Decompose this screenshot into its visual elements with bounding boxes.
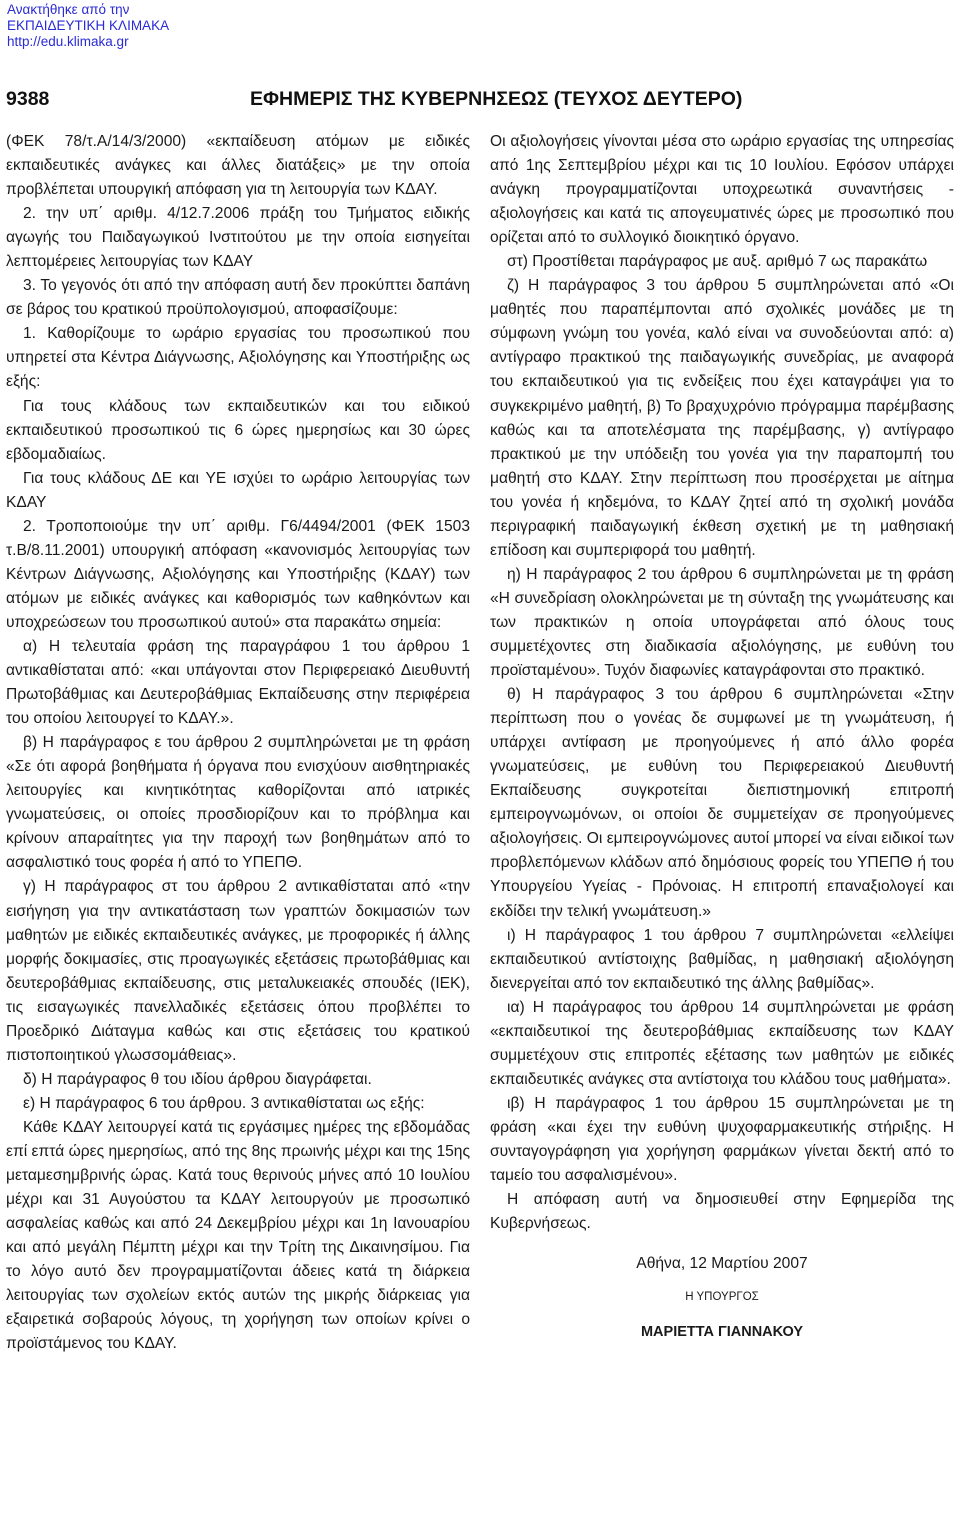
right-column [490, 130, 954, 1344]
paragraph: δ) Η παράγραφος θ του ιδίου άρθρου διαγράφεται. [23, 1070, 372, 1088]
paragraph: 3. Το γεγονός ότι από την απόφαση αυτή δεν προκύπτει δαπάνη σε βάρος του κρατικού προϋπολογισμού, αποφασίζουμε: [6, 277, 470, 319]
paragraph: ι) Η παράγραφος 1 του άρθρου 7 συμπληρώνεται «ελλείψει εκπαιδευτικού αντίστοιχης βαθμίδας, η μαθησιακή αξιολόγηση διενεργείται από τον εκπαιδευτικό της άλλης βαθμίδας». [490, 926, 954, 992]
paragraph: ιβ) Η παράγραφος 1 του άρθρου 15 συμπληρώνεται με τη φράση «και έχει την ευθύνη ψυχοφαρμακευτικής στήριξης. Η συνταγογράφηση για χορήγηση φαρμάκων γίνεται δεκτή από το ταμείο του ασφαλισμένου». [490, 1094, 954, 1185]
source-watermark [7, 2, 169, 50]
paragraph: στ) Προστίθεται παράγραφος με αυξ. αριθμό 7 ως παρακάτω [507, 253, 928, 271]
paragraph: Για τους κλάδους ΔΕ και ΥΕ ισχύει το ωράριο λειτουργίας των ΚΔΑΥ [6, 469, 470, 511]
paragraph: Για τους κλάδους των εκπαιδευτικών και του ειδικού εκπαιδευτικού προσωπικού τις 6 ώρες ημερησίως και 30 ώρες εβδομαδιαίως. [6, 397, 470, 463]
paragraph: Οι αξιολογήσεις γίνονται μέσα στο ωράριο εργασίας της υπηρεσίας από 1ης Σεπτεμβρίου μέχρι και τις 10 Ιουλίου. Εφόσον υπάρχει ανάγκη προγραμματίζονται υποχρεωτικά συναντήσεις - αξιολογήσεις και κατά τις απογευματινές ώρες με προσωπικό που ορίζεται από το συλλογικό διοικητικό όργανο. [490, 133, 954, 247]
watermark-line-2: ΕΚΠΑΙΔΕΥΤΙΚΗ ΚΛΙΜΑΚΑ [7, 18, 170, 33]
gazette-title: ΕΦΗΜΕΡΙΣ ΤΗΣ ΚΥΒΕΡΝΗΣΕΩΣ (ΤΕΥΧΟΣ ΔΕΥΤΕΡΟ) [250, 88, 743, 110]
paragraph: 2. την υπ΄ αριθμ. 4/12.7.2006 πράξη του Τμήματος ειδικής αγωγής του Παιδαγωγικού Ινστιτούτου με την οποία εισηγείται λεπτομέρειες λειτουργίας των ΚΔΑΥ [6, 205, 470, 271]
signature-role: Η ΥΠΟΥΡΓΟΣ [685, 1291, 759, 1304]
paragraph: ε) Η παράγραφος 6 του άρθρου. 3 αντικαθίσταται ως εξής: [23, 1094, 425, 1112]
paragraph: η) Η παράγραφος 2 του άρθρου 6 συμπληρώνεται με τη φράση «Η συνεδρίαση ολοκληρώνεται με τη σύνταξη της γνωμάτευσης και των πρακτικών η οποία υπογράφεται από όλους τους συμμετέχοντες στη διαδικασία αξιολόγησης, με ευθύνη του προϊσταμένου». Τυχόν διαφωνίες καταγράφονται στο πρακτικό. [490, 565, 954, 680]
watermark-line-1: Ανακτήθηκε από την [7, 2, 130, 17]
paragraph: ζ) Η παράγραφος 3 του άρθρου 5 συμπληρώνεται από «Οι μαθητές που παραπέμπονται από σχολικές μονάδες με τη σύμφωνη γνώμη του γονέα, καλό είναι να συνοδεύονται από: α) αντίγραφο πρακτικού της παιδαγωγικής συνεδρίας, με αναφορά του εκπαιδευτικού για τις ενδείξεις που έχει καταγράψει για το συγκεκριμένο μαθητή, β) Το βραχυχρόνιο πρόγραμμα παρέμβασης καθώς και τα αποτελέσματα της παρέμβασης, γ) αντίγραφο πρακτικού με την υπόδειξη του γονέα για την παραπομπή του μαθητή στο ΚΔΑΥ. Στην περίπτωση που προσέρχεται με αίτημα του γονέα ή κηδεμόνα, το ΚΔΑΥ ζητεί από τη σχολική μονάδα περιγραφική παιδαγωγική έκθεση σχετική με τη μαθησιακή επίδοση και συμπεριφορά του μαθητή. [490, 277, 954, 559]
paragraph: θ) Η παράγραφος 3 του άρθρου 6 συμπληρώνεται «Στην περίπτωση που ο γονέας δε συμφωνεί με τη γνωμάτευση, ή υπάρχει αντίφαση με προηγούμενες ή από άλλο φορέα γνωματεύσεις, με ευθύνη του Περιφερειακού Διευθυντή Εκπαίδευσης συγκροτείται διεπιστημονική επιτροπή εμπειρογνωμόνων, οι οποίοι δε συμμετείχαν σε προηγούμενες αξιολογήσεις. Οι εμπειρογνώμονες αυτοί μπορεί να είναι ειδικοί των προβλεπόμενων κλάδων από δημόσιους φορείς του ΥΠΕΠΘ ή του Υπουργείου Υγείας - Πρόνοιας. Η επιτροπή επαναξιολογεί και εκδίδει την τελική γνωμάτευση.» [490, 686, 954, 920]
paragraph: Η απόφαση αυτή να δημοσιευθεί στην Εφημερίδα της Κυβερνήσεως. [490, 1191, 954, 1233]
paragraph: γ) Η παράγραφος στ του άρθρου 2 αντικαθίσταται από «την εισήγηση για την αντικατάσταση των γραπτών δοκιμασιών των μαθητών με ειδικές εκπαιδευτικές ανάγκες, με προφορικές ή άλλης μορφής δοκιμασίες, στις προαγωγικές εξετάσεις πρωτοβάθμιας και δευτεροβάθμιας εκπαίδευσης, στις μεταλυκειακές σπουδές (ΙΕΚ), τις εισαγωγικές πανελλαδικές εξετάσεις όπου προβλέπει το Προεδρικό Διάταγμα καθώς και στις εξετάσεις του κρατικού πιστοποιητικού γλωσσομάθειας». [6, 878, 470, 1064]
left-column [6, 130, 470, 1356]
paragraph: 2. Τροποποιούμε την υπ΄ αριθμ. Γ6/4494/2001 (ΦΕΚ 1503 τ.Β/8.11.2001) υπουργική απόφαση «κανονισμός λειτουργίας των Κέντρων Διάγνωσης, Αξιολόγησης και Υποστήριξης (ΚΔΑΥ) των ατόμων με ειδικές ανάγκες και καθορισμός των καθηκόντων και υποχρεώσεων του προσωπικού αυτού» στα παρακάτω σημεία: [6, 517, 470, 631]
signature-date: Αθήνα, 12 Μαρτίου 2007 [636, 1255, 808, 1273]
signature-name: ΜΑΡΙΕΤΤΑ ΓΙΑΝΝΑΚΟΥ [640, 1324, 804, 1341]
paragraph: (ΦΕΚ 78/τ.Α/14/3/2000) «εκπαίδευση ατόμων με ειδικές εκπαιδευτικές ανάγκες και άλλες διατάξεις» με την οποία προβλέπεται υπουργική απόφαση για τη λειτουργία των ΚΔΑΥ. [6, 133, 470, 199]
paragraph: β) Η παράγραφος ε του άρθρου 2 συμπληρώνεται με τη φράση «Σε ότι αφορά βοηθήματα ή όργανα που ενισχύουν αισθητηριακές λειτουργίες και κινητικότητας καθορίζονται από ιατρικές γνωματεύσεις, οι οποίες προσδιορίζουν και το πρόβλημα και κρίνουν απαραίτητες για την παροχή των βοηθημάτων από το ασφαλιστικό τους φορέα ή από το ΥΠΕΠΘ. [6, 734, 470, 872]
paragraph: 1. Καθορίζουμε το ωράριο εργασίας του προσωπικού που υπηρετεί στα Κέντρα Διάγνωσης, Αξιολόγησης και Υποστήριξης ως εξής: [6, 325, 470, 391]
paragraph: Κάθε ΚΔΑΥ λειτουργεί κατά τις εργάσιμες ημέρες της εβδομάδας επί επτά ώρες ημερησίως, από της 8ης πρωινής μέχρι και της 15ης μεταμεσημβρινής ώρας. Κατά τους θερινούς μήνες από 10 Ιουλίου μέχρι και 31 Αυγούστου τα ΚΔΑΥ λειτουργούν με προσωπικό ασφαλείας καθώς και από 24 Δεκεμβρίου μέχρι και 1η Ιανουαρίου και από μεγάλη Πέμπτη μέχρι και την Τρίτη της Δικαινησίμου. Για το λόγο αυτό δεν προγραμματίζονται άδειες κατά τη διάρκεια λειτουργίας των σχολείων εκτός αυτών της μικρής διάρκειας για εξαιρετικά σοβαρούς λόγους, τη χορήγηση των οποίων κρίνει ο προϊστάμενος του ΚΔΑΥ. [6, 1118, 470, 1353]
paragraph: α) Η τελευταία φράση της παραγράφου 1 του άρθρου 1 αντικαθίσταται από: «και υπάγονται στον Περιφερειακό Διευθυντή Πρωτοβάθμιας και Δευτεροβάθμιας Εκπαίδευσης στην περιφέρεια του οποίου λειτουργεί το ΚΔΑΥ.». [6, 637, 470, 728]
watermark-link[interactable]: http://edu.klimaka.gr [7, 34, 129, 49]
page-number: 9388 [6, 88, 50, 110]
paragraph: ια) Η παράγραφος του άρθρου 14 συμπληρώνεται με φράση «εκπαιδευτικοί της δευτεροβάθμιας εκπαίδευσης των ΚΔΑΥ συμμετέχουν στις επιτροπές εξέτασης των μαθητών με ειδικές εκπαιδευτικές ανάγκες στα αντίστοιχα του κλάδου τους μαθήματα». [490, 998, 954, 1088]
